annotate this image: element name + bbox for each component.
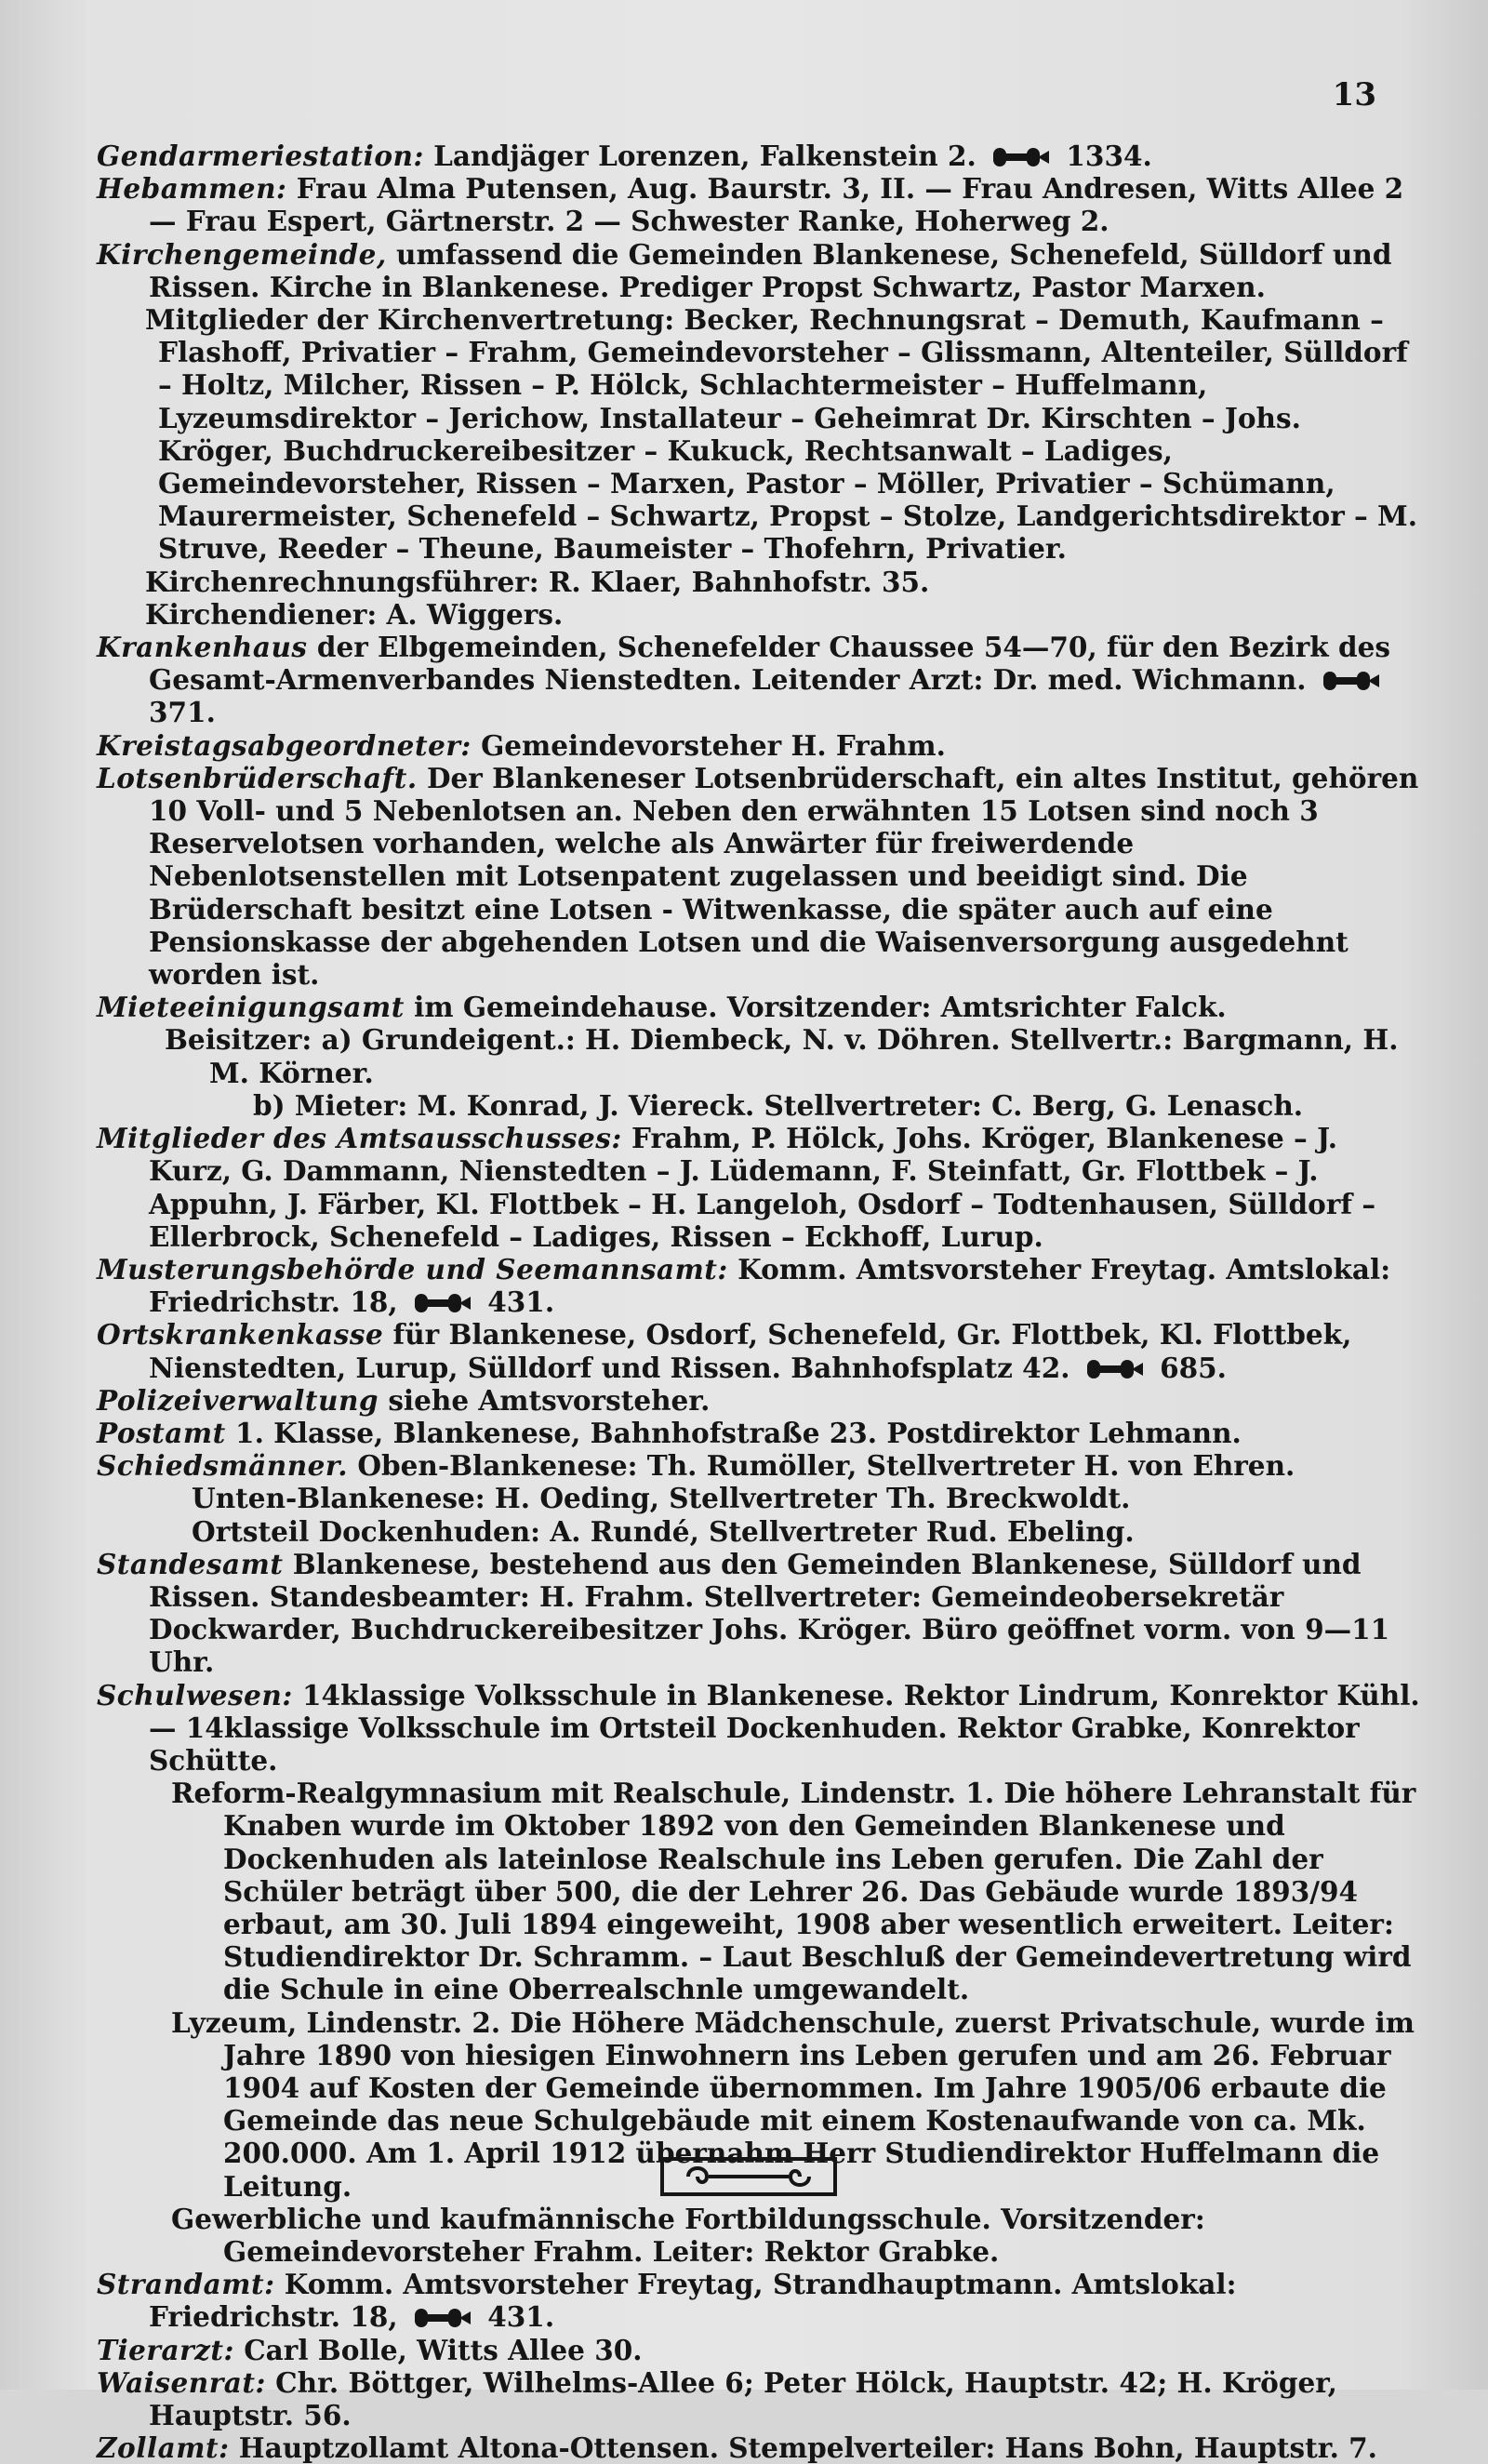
entry-text: 14klassige Volksschule in Blankenese. Rektor Lindrum, Konrektor Kühl. — 14klassige Volksschule im Ortsteil Dockenhuden. Rektor Grabke, Konrektor Schütte. bbox=[149, 1678, 1420, 1777]
entry-keyword: Hebammen: bbox=[97, 172, 287, 206]
entry-ortskrankenkasse bbox=[46, 1318, 1423, 1383]
entry-kirchenrechnungsfuehrer: Kirchenrechnungsführer: R. Klaer, Bahnhofstr. 35. bbox=[145, 565, 930, 598]
entry-text: Oben-Blankenese: Th. Rumöller, Stellvertreter H. von Ehren. bbox=[357, 1449, 1295, 1483]
entry-text: im Gemeindehause. Vorsitzender: Amtsrichter Falck. bbox=[414, 991, 1227, 1024]
entry-keyword: Zollamt: bbox=[97, 2431, 230, 2464]
telephone-receiver-icon bbox=[413, 1291, 472, 1315]
directory-content bbox=[46, 140, 1423, 2464]
entry-text: siehe Amtsvorsteher. bbox=[388, 1383, 711, 1417]
entry-polizeiverwaltung bbox=[46, 1384, 1423, 1417]
entry-beisitzer-grundeigentuemer: Beisitzer: a) Grundeigent.: H. Diembeck, N. v. Döhren. Stellvertr.: Bargmann, H. M. Körner. bbox=[165, 1023, 1399, 1089]
telephone-receiver-icon bbox=[991, 145, 1051, 169]
entry-postamt bbox=[46, 1417, 1423, 1449]
phone-number: 685. bbox=[1160, 1351, 1227, 1384]
entry-keyword: Kreistagsabgeordneter: bbox=[97, 728, 472, 762]
entry-musterungsbehoerde bbox=[46, 1253, 1423, 1318]
entry-keyword: Mieteeinigungsamt bbox=[97, 991, 405, 1024]
entry-keyword: Ortskrankenkasse bbox=[97, 1318, 384, 1352]
entry-schulwesen bbox=[46, 1679, 1423, 1778]
entry-keyword: Gendarmeriestation: bbox=[97, 140, 424, 172]
entry-waisenrat bbox=[46, 2366, 1423, 2431]
entry-tierarzt bbox=[46, 2334, 1423, 2366]
entry-text: Frau Alma Putensen, Aug. Baurstr. 3, II. — Frau Andresen, Witts Allee 2 — Frau Espert, Gärtnerstr. 2 — Schwester Ranke, Hoherweg 2. bbox=[149, 172, 1404, 238]
entry-kirchendiener: Kirchendiener: A. Wiggers. bbox=[145, 597, 564, 631]
entry-kreistagsabgeordneter bbox=[46, 729, 1423, 762]
entry-text: Der Blankeneser Lotsenbrüderschaft, ein altes Institut, gehören 10 Voll- und 5 Nebenlotsen an. Neben den erwähnten 15 Lotsen sind noch 3 Reservelotsen vorhanden, welche als Anwärter für freiwerdende Nebenlotsenstellen mit Lotsenpatent zugelassen und beeidigt sind. Die Brüderschaft besitzt eine Lotsen - Witwenkasse, die später auch auf eine Pensionskasse der abgehenden Lotsen und die Waisenversorgung ausgedehnt worden ist. bbox=[149, 761, 1419, 992]
entry-fortbildungsschule: Gewerbliche und kaufmännische Fortbildungsschule. Vorsitzender: Gemeindevorsteher Frahm. Leiter: Rektor Grabke. bbox=[171, 2202, 1205, 2268]
page-number: 13 bbox=[1332, 76, 1376, 113]
entry-kirchengemeinde bbox=[46, 238, 1423, 303]
entry-zollamt bbox=[46, 2431, 1423, 2464]
entry-lyzeum: Lyzeum, Lindenstr. 2. Die Höhere Mädchenschule, zuerst Privatschule, wurde im Jahre 1890 von hiesigen Einwohnern ins Leben gerufen und am 26. Februar 1904 auf Kosten der Gemeinde übernommen. Im Jahre 1905/06 erbaute die Gemeinde das neue Schulgebäude mit einem Kostenaufwande von ca. Mk. 200.000. Am 1. April 1912 übernahm Herr Studiendirektor Huffelmann die Leitung. bbox=[171, 2005, 1415, 2203]
entry-keyword: Schiedsmänner. bbox=[97, 1449, 349, 1483]
entry-keyword: Tierarzt: bbox=[97, 2333, 234, 2366]
entry-kirchenvertretung: Mitglieder der Kirchenvertretung: Becker, Rechnungsrat – Demuth, Kaufmann – Flashoff, Privatier – Frahm, Gemeindevorsteher – Glissmann, Altenteiler, Sülldorf – Holtz, Milcher, Rissen – P. Hölck, Schlachtermeister – Huffelmann, Lyzeumsdirektor – Jerichow, Installateur – Geheimrat Dr. Kirschten – Johs. Kröger, Buchdruckereibesitzer – Kukuck, Rechtsanwalt – Ladiges, Gemeindevorsteher, Rissen – Marxen, Pastor – Möller, Privatier – Schümann, Maurermeister, Schenefeld – Schwartz, Propst – Stolze, Landgerichtsdirektor – M. Struve, Reeder – Theune, Baumeister – Thofehrn, Privatier. bbox=[145, 303, 1417, 566]
entry-text: umfassend die Gemeinden Blankenese, Schenefeld, Sülldorf und Rissen. Kirche in Blankenese. Prediger Propst Schwartz, Pastor Marxen. bbox=[149, 237, 1392, 303]
phone-number: 431. bbox=[487, 2300, 555, 2334]
entry-text: Carl Bolle, Witts Allee 30. bbox=[244, 2333, 643, 2366]
entry-keyword: Mitglieder des Amtsausschusses: bbox=[97, 1122, 622, 1155]
entry-keyword: Musterungsbehörde und Seemannsamt: bbox=[97, 1252, 728, 1285]
entry-standesamt bbox=[46, 1548, 1423, 1679]
entry-text: Komm. Amtsvorsteher Freytag, Strandhauptmann. Amtslokal: Friedrichstr. 18, bbox=[149, 2268, 1237, 2334]
entry-text: Blankenese, bestehend aus den Gemeinden Blankenese, Sülldorf und Rissen. Standesbeamter: H. Frahm. Stellvertreter: Gemeindeobersekretär Dockwarder, Buchdruckereibesitzer Johs. Kröger. Büro geöffnet vorm. von 9—11 Uhr. bbox=[149, 1547, 1390, 1679]
entry-text: 1. Klasse, Blankenese, Bahnhofstraße 23. Postdirektor Lehmann. bbox=[235, 1416, 1242, 1449]
entry-keyword: Postamt bbox=[97, 1416, 226, 1449]
entry-text: Hauptzollamt Altona-Ottensen. Stempelverteiler: Hans Bohn, Hauptstr. 7. bbox=[238, 2431, 1377, 2464]
entry-keyword: Schulwesen: bbox=[97, 1678, 293, 1711]
decorative-ornament-icon bbox=[660, 2156, 837, 2197]
entry-text: der Elbgemeinden, Schenefelder Chaussee 54—70, für den Bezirk des Gesamt-Armenverbandes Nienstedten. Leitender Arzt: Dr. med. Wichmann. bbox=[149, 631, 1390, 697]
entry-schieds-dockenhuden: Ortsteil Dockenhuden: A. Rundé, Stellvertreter Rud. Ebeling. bbox=[192, 1514, 1135, 1548]
phone-number: 431. bbox=[487, 1285, 555, 1319]
telephone-receiver-icon bbox=[1085, 1357, 1145, 1381]
entry-text: Landjäger Lorenzen, Falkenstein 2. bbox=[433, 140, 976, 172]
entry-keyword: Waisenrat: bbox=[97, 2365, 266, 2399]
entry-keyword: Polizeiverwaltung bbox=[97, 1383, 379, 1417]
entry-text: Chr. Böttger, Wilhelms-Allee 6; Peter Hölck, Hauptstr. 42; H. Kröger, Hauptstr. 56. bbox=[149, 2365, 1337, 2432]
entry-beisitzer-mieter: b) Mieter: M. Konrad, J. Viereck. Stellvertreter: C. Berg, G. Lenasch. bbox=[253, 1088, 1304, 1122]
telephone-receiver-icon bbox=[413, 2306, 472, 2330]
entry-mieteeinigungsamt bbox=[46, 991, 1423, 1023]
entry-keyword: Kirchengemeinde, bbox=[97, 237, 387, 271]
phone-number: 1334. bbox=[1066, 140, 1152, 172]
entry-hebammen bbox=[46, 172, 1423, 237]
entry-gendarmeriestation bbox=[46, 140, 1423, 172]
entry-amtsausschuss bbox=[46, 1122, 1423, 1253]
entry-realgymnasium: Reform-Realgymnasium mit Realschule, Lindenstr. 1. Die höhere Lehranstalt für Knaben wurde im Oktober 1892 von den Gemeinden Blankenese und Dockenhuden als lateinlose Realschule ins Leben gerufen. Die Zahl der Schüler beträgt über 500, die der Lehrer 26. Das Gebäude wurde 1893/94 erbaut, am 30. Juli 1894 eingeweiht, 1908 aber wesentlich erweitert. Leiter: Studiendirektor Dr. Schramm. – Laut Beschluß der Gemeindevertretung wird die Schule in eine Oberrealschnle umgewandelt. bbox=[171, 1777, 1416, 2006]
entry-keyword: Krankenhaus bbox=[97, 631, 308, 664]
entry-text: für Blankenese, Osdorf, Schenefeld, Gr. Flottbek, Kl. Flottbek, Nienstedten, Lurup, Sülldorf und Rissen. Bahnhofsplatz 42. bbox=[149, 1318, 1352, 1384]
entry-text: Gemeindevorsteher H. Frahm. bbox=[481, 728, 946, 762]
entry-schiedsmaenner bbox=[46, 1449, 1423, 1482]
entry-text: Komm. Amtsvorsteher Freytag. Amtslokal: Friedrichstr. 18, bbox=[149, 1252, 1391, 1319]
entry-lotsenbruederschaft bbox=[46, 762, 1423, 991]
entry-krankenhaus bbox=[46, 631, 1423, 729]
entry-keyword: Strandamt: bbox=[97, 2268, 275, 2301]
entry-schieds-unten: Unten-Blankenese: H. Oeding, Stellvertreter Th. Breckwoldt. bbox=[192, 1482, 1131, 1515]
entry-keyword: Standesamt bbox=[97, 1547, 284, 1580]
entry-text: Frahm, P. Hölck, Johs. Kröger, Blankenese – J. Kurz, G. Dammann, Nienstedten – J. Lüdemann, F. Steinfatt, Gr. Flottbek – J. Appuhn, J. Färber, Kl. Flottbek – H. Langeloh, Osdorf – Todtenhausen, Sülldorf – Ellerbrock, Schenefeld – Ladiges, Rissen – Eckhoff, Lurup. bbox=[149, 1122, 1376, 1253]
entry-keyword: Lotsenbrüderschaft. bbox=[97, 761, 418, 794]
phone-number: 371. bbox=[149, 696, 216, 729]
entry-strandamt bbox=[46, 2268, 1423, 2333]
telephone-receiver-icon bbox=[1322, 669, 1381, 693]
